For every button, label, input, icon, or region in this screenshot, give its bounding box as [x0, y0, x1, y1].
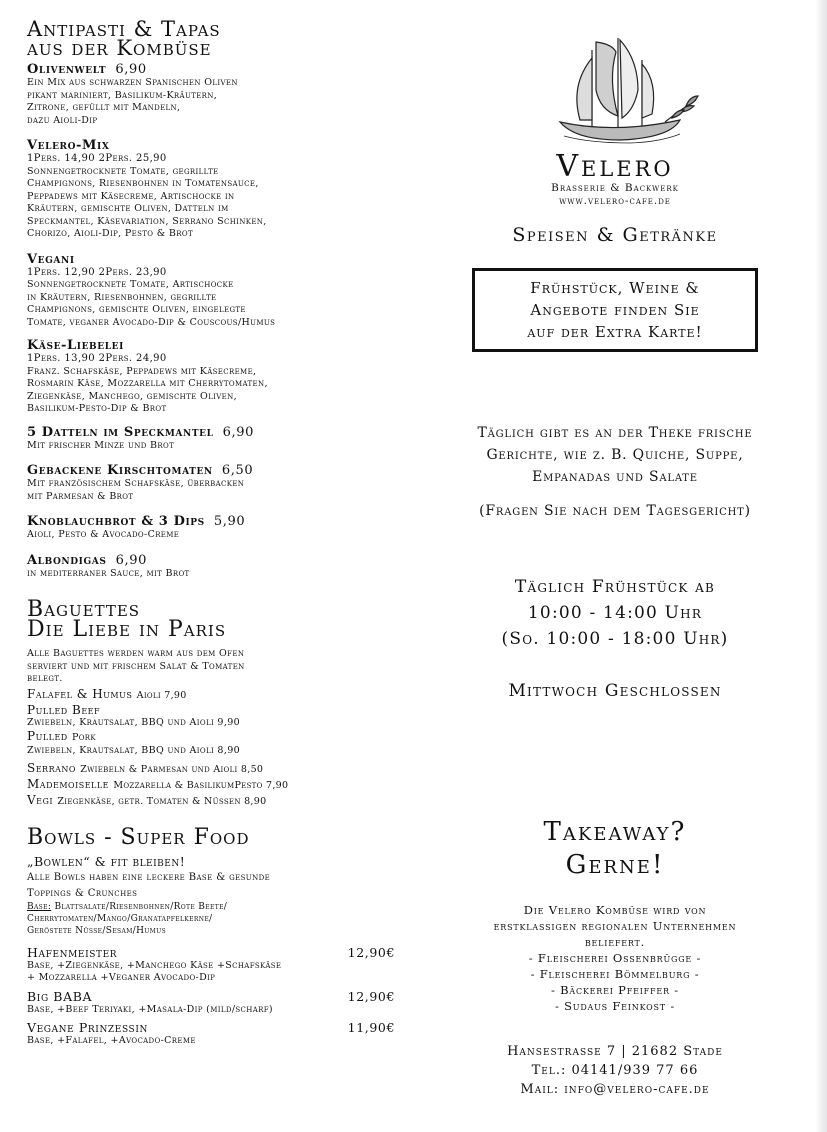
item-desc: Champignons, gemischte Oliven, eingelegte: [27, 304, 246, 315]
item-name: Gebackene Kirschtomaten: [27, 463, 213, 478]
item-desc: Base, +Ziegenkäse, +Manchego Käse +Schafskäse: [27, 959, 282, 971]
notice-line: Angebote finden Sie: [530, 301, 700, 319]
item-desc: Ziegenkäse, Manchego, gemischte Oliven,: [27, 390, 237, 402]
item-desc: dazu Aioli-Dip: [27, 114, 98, 126]
hours-line: Täglich Frühstück ab: [514, 577, 716, 597]
page-edge-shadow: [815, 0, 827, 1132]
bowls-subtitle: „Bowlen“ & fit bleiben!: [27, 853, 186, 869]
baguette-pulled-pork-desc: Zwiebeln, Krautsalat, BBQ und Aioli 8,90: [27, 745, 240, 756]
item-name: Falafel & Humus: [27, 686, 133, 701]
supplier-item: - Sudaus Feinkost -: [554, 999, 676, 1013]
item-desc: Zwiebeln & Parmesan und Aioli 8,50: [80, 763, 264, 775]
antipasti-title-line1: Antipasti & Tapas: [27, 17, 221, 41]
baguette-pulled-beef-desc: Zwiebeln, Krautsalat, BBQ und Aioli 9,90: [27, 716, 240, 728]
bowl-item-vegane-prinzessin: [27, 1021, 437, 1048]
item-desc: Base, +Falafel, +Avocado-Creme: [27, 1035, 196, 1046]
antipasti-section: [27, 17, 437, 580]
sailing-ship-icon: [530, 30, 700, 150]
address: Hansestrasse 7 | 21682 Stade: [507, 1044, 723, 1059]
item-desc: Kräutern, gemischte Oliven, Datteln im: [27, 203, 229, 214]
baguette-vegi: [27, 793, 437, 809]
item-sub: 1Pers. 14,90 2Pers. 25,90: [27, 153, 167, 164]
bowls-base: Geröstete Nüsse/Sesam/Humus: [27, 925, 167, 936]
item-name: Big BABA: [27, 988, 93, 1004]
baguettes-section: [27, 597, 437, 809]
extra-card-notice: [472, 268, 758, 352]
left-column: [27, 17, 437, 1048]
item-name: Albondigas: [27, 552, 107, 568]
baguettes-intro: belegt.: [27, 673, 63, 684]
bowl-item-hafenmeister: [27, 946, 437, 985]
baguette-pulled-beef-name: Pulled Beef: [27, 702, 101, 717]
daily-line: Täglich gibt es an der Theke frische: [477, 425, 753, 441]
right-column: [430, 30, 800, 1099]
takeaway-line2: Gerne!: [565, 850, 665, 880]
daily-line: Gerichte, wie z. B. Quiche, Suppe,: [486, 447, 744, 463]
item-desc: Zitrone, gefüllt mit Mandeln,: [27, 102, 181, 113]
email: Mail: info@velero-cafe.de: [520, 1082, 710, 1097]
item-name-small: Pork: [72, 732, 96, 743]
supplier-item: - Bäckerei Pfeiffer -: [551, 983, 679, 997]
bowl-item-big-baba: [27, 990, 437, 1017]
hours-line: (So. 10:00 - 18:00 Uhr): [501, 629, 729, 649]
base-label: Base:: [27, 901, 52, 912]
item-desc: Basilikum-Pesto-Dip & Brot: [27, 403, 167, 414]
menu-item-vegani: [27, 253, 437, 330]
item-desc: mit Parmesan & Brot: [27, 490, 134, 502]
takeaway-line1: Takeaway?: [543, 817, 687, 847]
item-desc: Ein Mix aus schwarzen Spanischen Oliven: [27, 77, 238, 88]
item-desc: Mit französischem Schafskäse, überbacken: [27, 478, 245, 489]
item-sub: 1Pers. 13,90 2Pers. 24,90: [27, 353, 167, 364]
baguette-serrano: [27, 761, 437, 777]
item-desc: + Mozzarella +Veganer Avocado-Dip: [27, 972, 216, 983]
item-desc: Rosmarin Käse, Mozzarella mit Cherrytomaten,: [27, 378, 268, 389]
notice-line: Frühstück, Weine &: [530, 279, 700, 297]
telephone: Tel.: 04141/939 77 66: [531, 1063, 699, 1078]
item-price: 11,90€: [347, 1020, 395, 1035]
item-name: Käse-Liebelei: [27, 338, 124, 353]
item-sub: 1Pers. 12,90 2Pers. 23,90: [27, 266, 167, 278]
item-name: Serrano: [27, 760, 76, 775]
notice-line: auf der Extra Karte!: [527, 323, 703, 341]
brand-name: Velero: [556, 149, 674, 184]
bowls-section: [27, 824, 437, 1048]
suppliers-intro: erstklassigen regionalen Unternehmen: [493, 919, 737, 933]
baguette-mademoiselle: [27, 777, 437, 793]
menu-item-velero-mix: [27, 139, 437, 241]
item-name: Vegi: [27, 792, 54, 807]
item-desc: Mozzarella & BasilikumPesto 7,90: [113, 779, 289, 791]
bowls-title: Bowls - Super Food: [27, 824, 250, 850]
suppliers: [430, 902, 800, 1014]
item-desc: Mit frischer Minze und Brot: [27, 439, 175, 451]
contact: [430, 1042, 800, 1099]
menu-item-olivenwelt: [27, 63, 437, 127]
item-desc: Ziegenkäse, getr. Tomaten & Nüssen 8,90: [57, 795, 267, 807]
item-name: Olivenwelt: [27, 62, 107, 77]
item-desc: Sonnengetrocknete Tomate, gegrillte: [27, 165, 219, 177]
item-desc: in Kräutern, Riesenbohnen, gegrillte: [27, 291, 217, 303]
baguettes-intro: Alle Baguettes werden warm aus dem Ofen: [27, 648, 245, 659]
antipasti-title-line2: aus der Kombüse: [27, 36, 212, 60]
daily-note: (Fragen Sie nach dem Tagesgericht): [479, 503, 751, 519]
suppliers-intro: beliefert.: [584, 935, 646, 949]
menu-item-knoblauchbrot: [27, 515, 437, 542]
item-desc: Franz. Schafskäse, Peppadews mit Käsecreme,: [27, 365, 257, 377]
item-desc: Base, +Beef Teriyaki, +Masala-Dip (mild/scharf): [27, 1003, 273, 1015]
item-name: Vegani: [27, 251, 75, 267]
daily-dishes: [430, 422, 800, 522]
bowls-base: Cherrytomaten/Mango/Granatapfelkerne/: [27, 913, 213, 924]
item-desc: Sonnengetrocknete Tomate, Artischocke: [27, 279, 234, 290]
closed-day: Mittwoch Geschlossen: [508, 681, 722, 701]
bowls-base: [27, 901, 437, 913]
item-name: 5 Datteln im Speckmantel: [27, 424, 214, 440]
baguettes-intro: serviert und mit frischem Salat & Tomaten: [27, 660, 245, 672]
brand-subtitle: Brasserie & Backwerk: [551, 182, 679, 194]
brand-website: www.velero-cafe.de: [559, 195, 671, 207]
base-text: Blattsalate/Riesenbohnen/Rote Beete/: [51, 901, 228, 912]
baguettes-title-line2: Die Liebe in Paris: [27, 617, 227, 642]
bowls-intro: Toppings & Crunches: [27, 887, 138, 899]
item-price: 6,90: [115, 552, 147, 568]
item-name: Hafenmeister: [27, 944, 118, 960]
supplier-item: - Fleischerei Bömmelburg -: [530, 967, 700, 981]
item-price: 6,90: [115, 62, 147, 77]
baguettes-title-line1: Baguettes: [27, 597, 141, 622]
item-desc: Chorizo, Aioli-Dip, Pesto & Brot: [27, 228, 193, 239]
item-desc: Tomate, veganer Avocado-Dip & Couscous/Humus: [27, 316, 276, 328]
item-price: 12,90€: [347, 944, 395, 960]
item-name: Vegane Prinzessin: [27, 1020, 148, 1035]
menu-item-datteln: [27, 426, 437, 453]
item-name: Mademoiselle: [27, 776, 110, 791]
item-price: 12,90€: [347, 988, 395, 1004]
item-desc: Champignons, Riesenbohnen in Tomatensauce,: [27, 178, 259, 189]
item-desc: pikant mariniert, Basilikum-Kräutern,: [27, 89, 218, 101]
bowls-intro: Alle Bowls haben eine leckere Base & gesunde: [27, 871, 271, 883]
takeaway-heading: [430, 816, 800, 882]
item-name: Pulled: [27, 729, 68, 743]
item-desc: Aioli, Pesto & Avocado-Creme: [27, 529, 180, 540]
baguette-pulled-pork: [27, 729, 437, 745]
menu-item-kaese-liebelei: [27, 339, 437, 416]
item-price: 5,90: [213, 514, 246, 529]
opening-hours: [430, 574, 800, 704]
baguette-falafel: [27, 687, 437, 703]
item-desc: in mediterraner Sauce, mit Brot: [27, 567, 190, 579]
item-price: 6,90: [222, 424, 255, 440]
item-desc: Speckmantel, Käsevariation, Serrano Schinken,: [27, 215, 267, 227]
menu-item-kirschtomaten: [27, 464, 437, 503]
item-extra: Aioli 7,90: [136, 689, 187, 701]
menu-item-albondigas: [27, 554, 437, 581]
item-price: 6,50: [221, 463, 254, 478]
item-name: Knoblauchbrot & 3 Dips: [27, 514, 205, 529]
supplier-item: - Fleischerei Ossenbrügge -: [528, 951, 702, 965]
hours-line: 10:00 - 14:00 Uhr: [527, 603, 703, 623]
item-name: Velero-Mix: [27, 138, 110, 153]
daily-line: Empanadas und Salate: [532, 469, 698, 485]
page-title: Speisen & Getränke: [512, 224, 718, 246]
item-desc: Peppadews mit Käsecreme, Artischocke in: [27, 190, 235, 202]
suppliers-intro: Die Velero Kombüse wird von: [523, 903, 707, 917]
